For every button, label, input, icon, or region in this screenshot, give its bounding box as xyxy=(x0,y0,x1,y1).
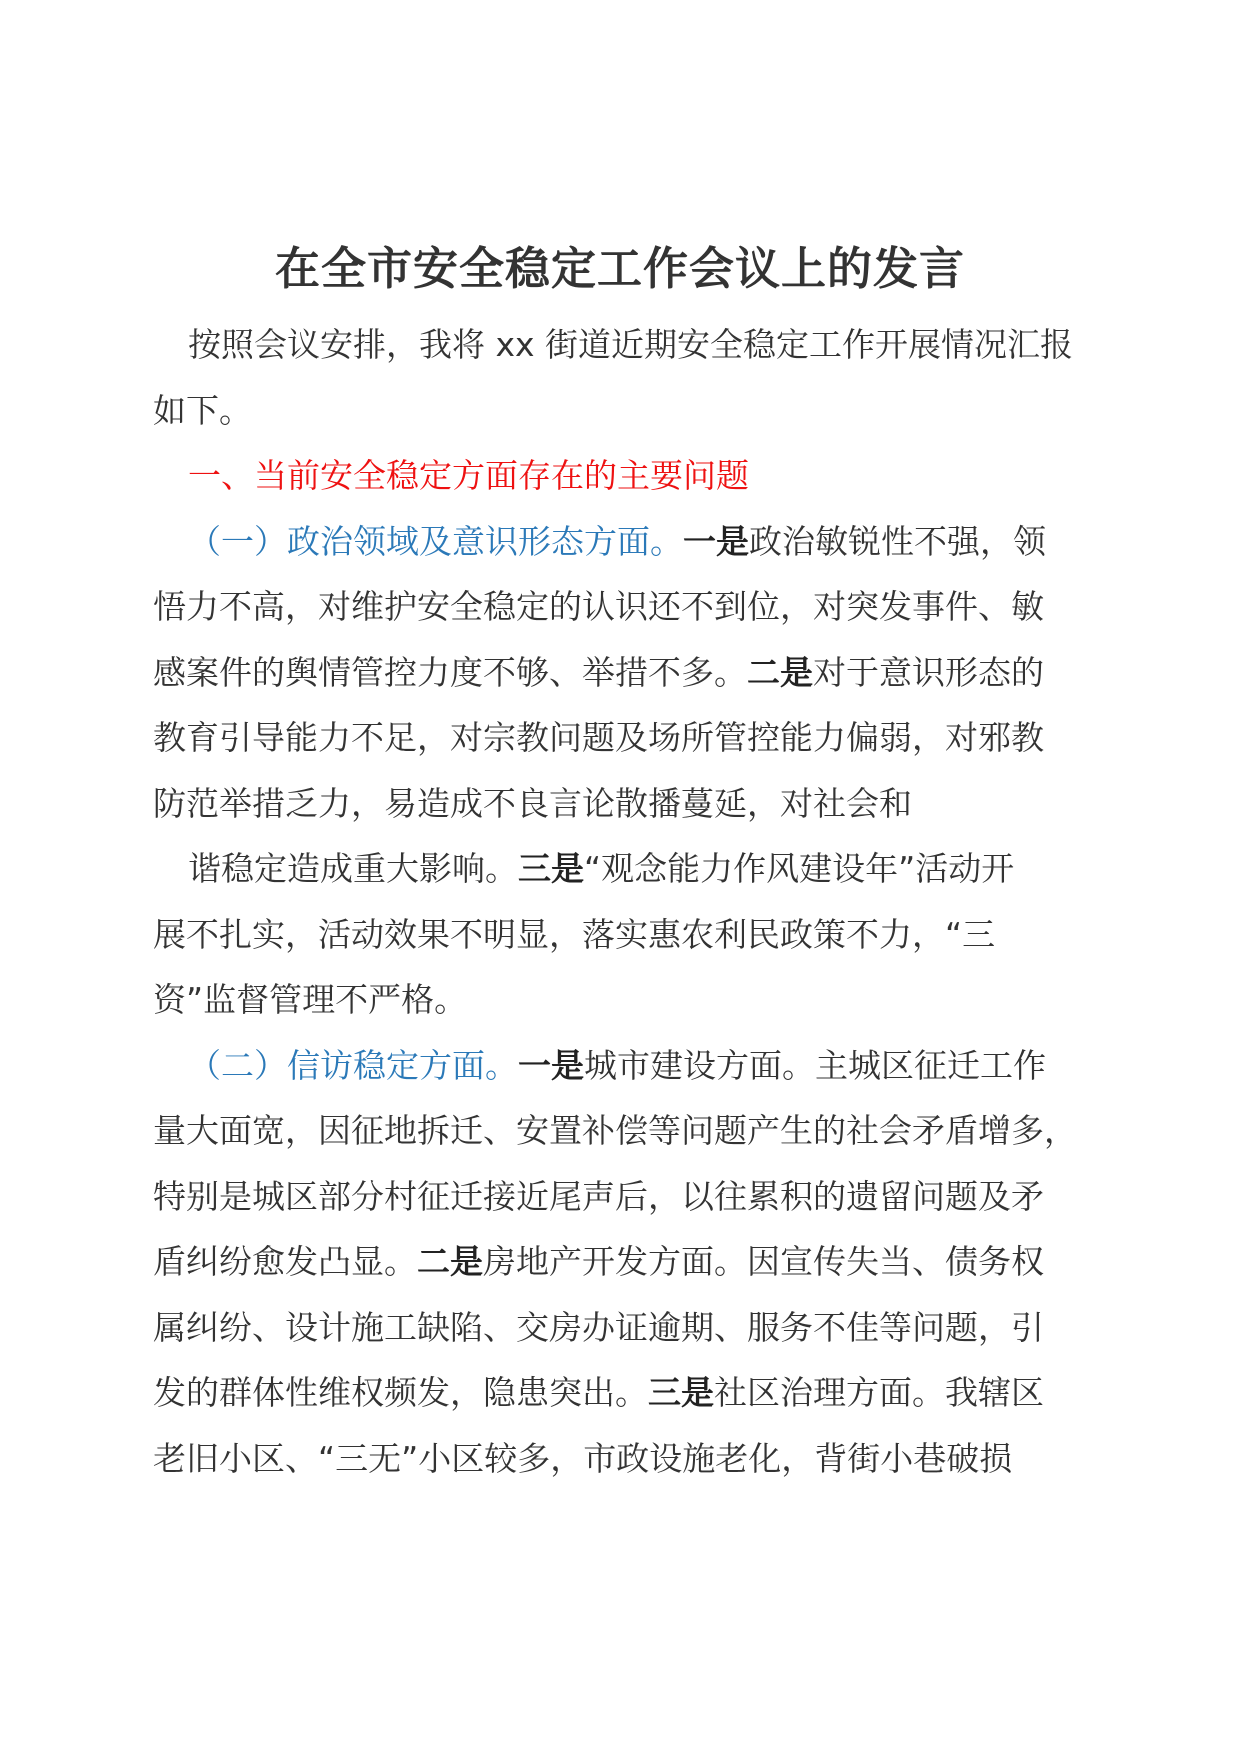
paragraph-line: 教育引导能力不足，对宗教问题及场所管控能力偏弱，对邪教 xyxy=(153,718,1044,757)
paragraph-line: 悟力不高，对维护安全稳定的认识还不到位，对突发事件、敏 xyxy=(153,587,1044,626)
text-span: “观念能力作风建设年”活动开 xyxy=(584,849,1015,888)
emphasis-er: 二是 xyxy=(417,1242,483,1281)
text-span: 政治敏锐性不强，领 xyxy=(749,521,1046,561)
text-span: 盾纠纷愈发凸显。 xyxy=(153,1242,417,1281)
text-span: 谐稳定造成重大影响。 xyxy=(188,849,518,888)
paragraph-line xyxy=(153,1360,1088,1426)
emphasis-san: 三是 xyxy=(518,849,584,888)
text-span: 房地产开发方面。因宣传失当、债务权 xyxy=(483,1242,1044,1281)
paragraph-line xyxy=(153,509,1088,575)
paragraph-line: 特别是城区部分村征迁接近尾声后，以往累积的遗留问题及矛 xyxy=(153,1176,1044,1216)
paragraph-line xyxy=(153,1033,1088,1099)
intro-line-2: 如下。 xyxy=(153,390,252,430)
paragraph-line xyxy=(153,836,1088,902)
paragraph-line: 老旧小区、“三无”小区较多，市政设施老化，背街小巷破损 xyxy=(153,1438,1013,1478)
subsection-heading-2: （二）信访稳定方面。 xyxy=(188,1045,518,1085)
document-title: 在全市安全稳定工作会议上的发言 xyxy=(274,242,965,295)
emphasis-yi: 一是 xyxy=(683,521,749,561)
paragraph-line: 属纠纷、设计施工缺陷、交房办证逾期、服务不佳等问题，引 xyxy=(153,1307,1044,1347)
text-span: 发的群体性维权频发，隐患突出。 xyxy=(153,1373,648,1412)
emphasis-yi: 一是 xyxy=(518,1045,584,1085)
paragraph-line: 展不扎实，活动效果不明显，落实惠农利民政策不力，“三 xyxy=(153,914,996,954)
paragraph-line: 量大面宽，因征地拆迁、安置补偿等问题产生的社会矛盾增多， xyxy=(153,1111,1077,1150)
subsection-heading-1: （一）政治领域及意识形态方面。 xyxy=(188,521,683,561)
paragraph-line: 防范举措乏力，易造成不良言论散播蔓延，对社会和 xyxy=(153,783,912,823)
text-span: 感案件的舆情管控力度不够、举措不多。 xyxy=(153,652,747,692)
text-span: 对于意识形态的 xyxy=(813,652,1044,692)
paragraph-line xyxy=(153,640,1088,706)
document-body xyxy=(153,312,1088,1491)
section-heading-1: 一、当前安全稳定方面存在的主要问题 xyxy=(188,456,749,495)
text-span: 城市建设方面。主城区征迁工作 xyxy=(584,1045,1046,1085)
paragraph-line: 资”监督管理不严格。 xyxy=(153,980,468,1019)
paragraph-line xyxy=(153,1229,1088,1295)
text-span: 社区治理方面。我辖区 xyxy=(714,1373,1044,1412)
intro-line-1: 按照会议安排，我将 xx 街道近期安全稳定工作开展情况汇报 xyxy=(188,325,1074,364)
emphasis-er: 二是 xyxy=(747,652,813,692)
emphasis-san: 三是 xyxy=(648,1373,714,1412)
